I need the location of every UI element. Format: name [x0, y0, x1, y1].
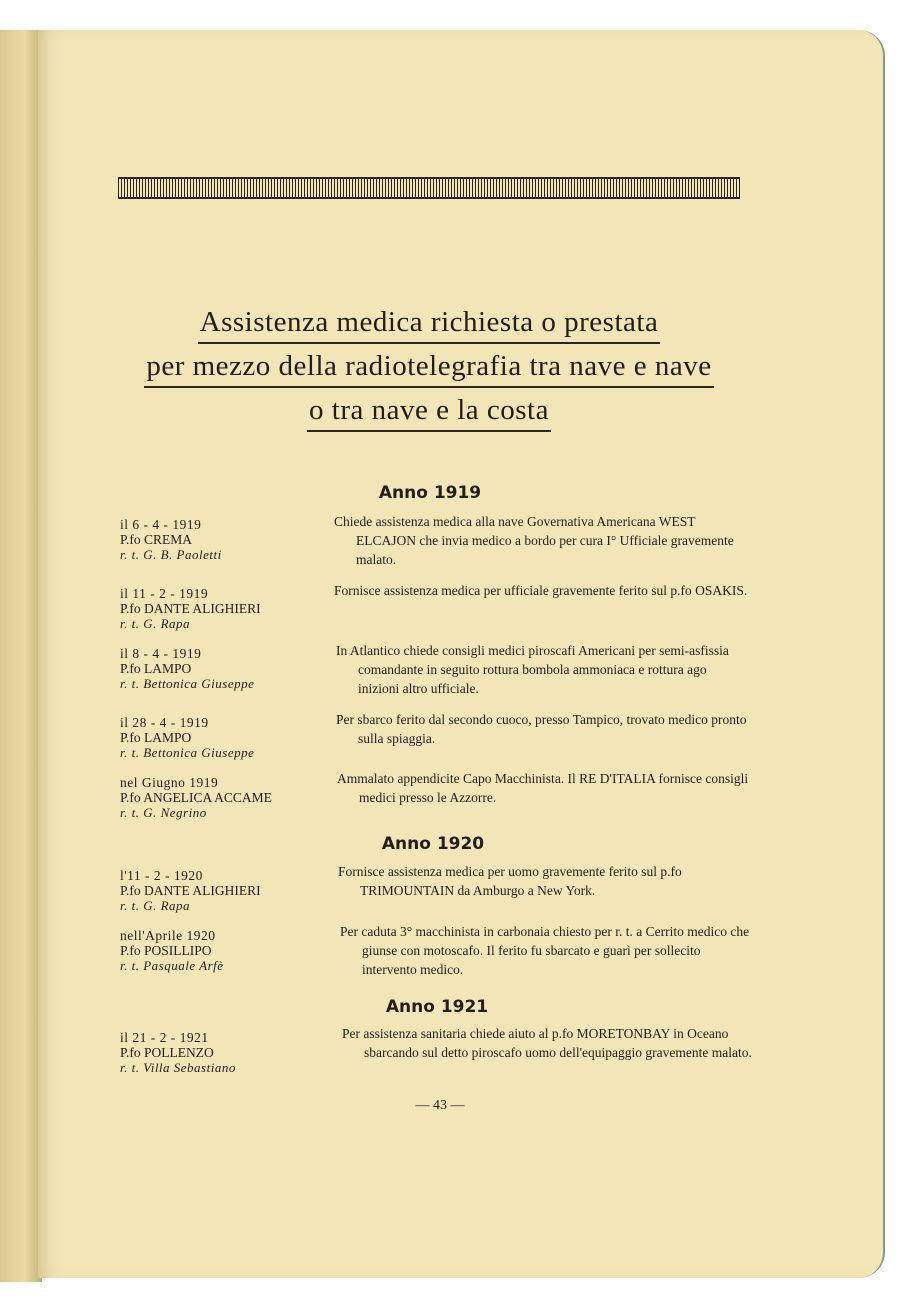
entry-meta [120, 1030, 325, 1075]
entry-ship: P.fo POSILLIPO [120, 943, 212, 958]
entry-description: Ammalato appendicite Capo Macchinista. Il RE D'ITALIA fornisce consigli medici presso le Azzorre. [337, 771, 749, 805]
entry-meta [120, 868, 325, 913]
entry-meta [120, 928, 325, 973]
title-line-1-text: Assistenza medica richiesta o prestata [198, 306, 661, 344]
entry-meta [120, 715, 325, 760]
title-line-3-text: o tra nave e la costa [307, 394, 551, 432]
entry-meta [120, 517, 325, 562]
decorative-header-bar [118, 177, 740, 199]
entry-date: il 6 - 4 - 1919 [120, 517, 202, 532]
entry-date: il 21 - 2 - 1921 [120, 1030, 209, 1045]
title-line-3 [118, 394, 740, 432]
entry-date: nel Giugno 1919 [120, 775, 219, 790]
entry-description: In Atlantico chiede consigli medici piroscafi Americani per semi-asfissia comandante in seguito rottura bombola ammoniaca e rottura ago inizioni altro ufficiale. [336, 643, 729, 696]
facing-page-edge [0, 30, 42, 1282]
entry-operator: r. t. Bettonica Giuseppe [120, 745, 255, 760]
year-heading-1921: Anno 1921 [385, 997, 489, 1017]
entry-date: nell'Aprile 1920 [120, 928, 216, 943]
entry-description: Per caduta 3° macchinista in carbonaia chiesto per r. t. a Cerrito medico che giunse con motoscafo. Il ferito fu sbarcato e guarì per sollecito intervento medico. [340, 924, 750, 977]
entry-ship: P.fo POLLENZO [120, 1045, 214, 1060]
entry-description: Fornisce assistenza medica per ufficiale gravemente ferito sul p.fo OSAKIS. [334, 583, 748, 598]
entry-description: Per sbarco ferito dal secondo cuoco, presso Tampico, trovato medico pronto sulla spiaggia. [336, 712, 747, 746]
title-line-2-text: per mezzo della radiotelegrafia tra nave e nave [144, 350, 713, 388]
entry-date: l'11 - 2 - 1920 [120, 868, 203, 883]
entry-ship: P.fo CREMA [120, 532, 193, 547]
entry-ship: P.fo LAMPO [120, 730, 192, 745]
entry-meta [120, 775, 325, 820]
entry-meta [120, 586, 325, 631]
entry-date: il 8 - 4 - 1919 [120, 646, 202, 661]
entry-ship: P.fo DANTE ALIGHIERI [120, 883, 261, 898]
entry-description: Per assistenza sanitaria chiede aiuto al p.fo MORETONBAY in Oceano sbarcando sul detto piroscafo uomo dell'equipaggio gravemente malato. [342, 1026, 752, 1060]
entry-description: Chiede assistenza medica alla nave Governativa Americana WEST ELCAJON che invia medico a bordo per cura I° Ufficiale gravemente malato. [334, 514, 734, 567]
entry-description: Fornisce assistenza medica per uomo gravemente ferito sul p.fo TRIMOUNTAIN da Amburgo a New York. [338, 864, 682, 898]
entry-operator: r. t. Bettonica Giuseppe [120, 676, 255, 691]
title-line-1 [118, 306, 740, 344]
entry-operator: r. t. G. B. Paoletti [120, 547, 222, 562]
entry-meta [120, 646, 325, 691]
entry-date: il 11 - 2 - 1919 [120, 586, 209, 601]
entry-ship: P.fo DANTE ALIGHIERI [120, 601, 261, 616]
entry-operator: r. t. G. Rapa [120, 898, 191, 913]
entry-ship: P.fo LAMPO [120, 661, 192, 676]
year-heading-1919: Anno 1919 [378, 483, 482, 503]
entry-operator: r. t. Pasquale Arfè [120, 958, 224, 973]
year-heading-1920: Anno 1920 [381, 834, 485, 854]
entry-operator: r. t. G. Rapa [120, 616, 191, 631]
title-line-2 [118, 350, 740, 388]
entry-operator: r. t. G. Negrino [120, 805, 207, 820]
entry-date: il 28 - 4 - 1919 [120, 715, 209, 730]
entry-operator: r. t. Villa Sebastiano [120, 1060, 236, 1075]
page-number: — 43 — [415, 1098, 465, 1113]
entry-ship: P.fo ANGELICA ACCAME [120, 790, 272, 805]
